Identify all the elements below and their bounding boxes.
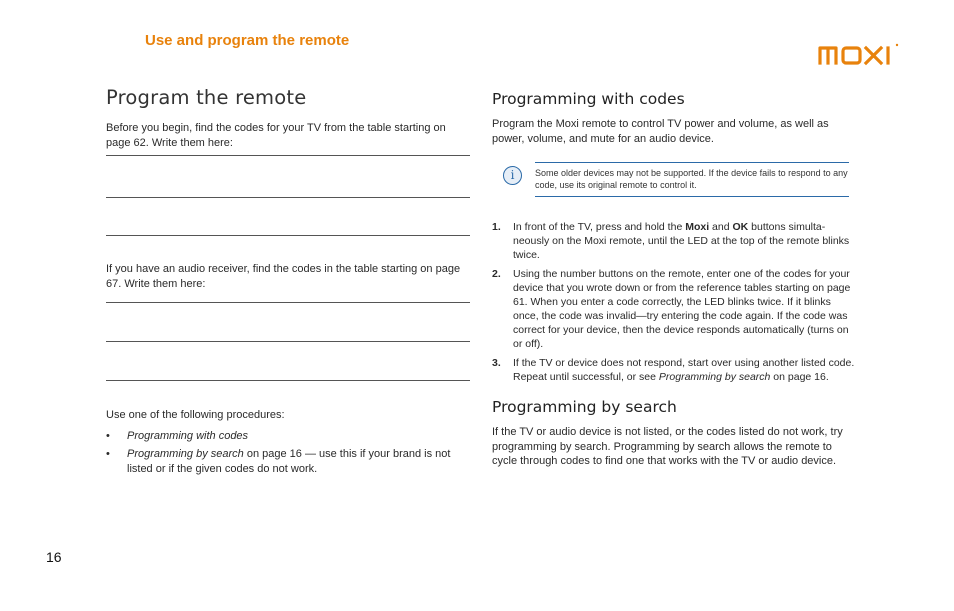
list-item: 3. If the TV or device does not respond, start over using another listed code. Repeat until successful, or see Programming by search on page 16.	[492, 357, 855, 383]
page-number: 16	[46, 549, 62, 565]
note-text: Some older devices may not be supported. If the device fails to respond to any code, use its original remote to control it.	[535, 162, 849, 197]
procedure-link[interactable]: Programming by search	[127, 448, 244, 460]
bullet-icon: •	[106, 448, 110, 460]
codes-heading: Programming with codes	[492, 90, 685, 108]
tv-codes-intro: Before you begin, find the codes for your TV from the table starting on page 62. Write them here:	[106, 122, 446, 149]
list-item: 2. Using the number buttons on the remote, enter one of the codes for your device that you wrote down or from the reference tables starting on page 61. When you enter a code correctly, the LED blinks twice. If it blinks once, the code was invalid—try entering the code again. If the code was correct for your device, then the device responds automatically (turns on or off).	[492, 268, 851, 350]
audio-code-line[interactable]	[106, 380, 470, 381]
audio-codes-intro: If you have an audio receiver, find the codes in the table starting on page 67. Write them here:	[106, 263, 461, 290]
list-item	[106, 429, 472, 444]
left-column	[106, 86, 472, 480]
moxi-logo	[818, 42, 904, 66]
tv-code-line[interactable]	[106, 155, 470, 156]
search-heading: Programming by search	[492, 398, 677, 416]
procedure-link[interactable]: Programming with codes	[127, 429, 249, 442]
procedure-list	[106, 429, 472, 477]
section-title: Use and program the remote	[145, 32, 350, 49]
bullet-icon: •	[106, 429, 110, 442]
tv-code-line[interactable]	[106, 235, 470, 236]
step-list	[492, 220, 856, 384]
codes-intro: Program the Moxi remote to control TV power and volume, as well as power, volume, and mute for an audio device.	[492, 118, 829, 145]
audio-code-line[interactable]	[106, 341, 470, 342]
list-item: • Programming by search on page 16 — use this if your brand is not listed or if the given codes do not work.	[106, 448, 451, 475]
tv-code-line[interactable]	[106, 197, 470, 198]
page-title: Program the remote	[106, 86, 307, 109]
note	[492, 162, 856, 200]
procedures-intro: Use one of the following procedures:	[106, 409, 285, 421]
search-link[interactable]: Programming by search	[658, 371, 771, 383]
right-column	[492, 90, 856, 469]
info-icon: i	[503, 166, 522, 185]
list-item: 1. In front of the TV, press and hold the Moxi and OK buttons simultaneously on the Moxi remote, until the LED at the top of the remote blinks twice.	[492, 221, 850, 261]
audio-code-line[interactable]	[106, 302, 470, 303]
search-text: If the TV or audio device is not listed, or the codes listed do not work, try programming by search. Programming by search allows the remote to cycle through codes to find one that works with the TV or audio device.	[492, 426, 843, 467]
